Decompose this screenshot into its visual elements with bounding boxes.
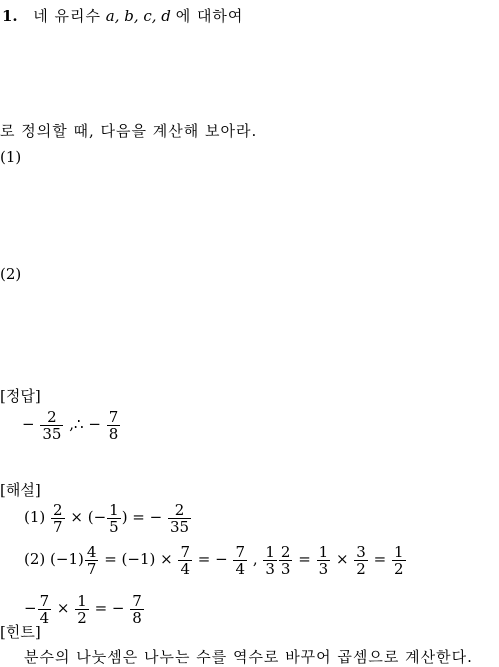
answer-separator: ,∴ [69,415,84,433]
part1-label: (1) [0,148,22,166]
sol1-open: (− [87,508,107,526]
problem-variables: a, b, c, d [105,7,171,25]
sol1-frac-2 [107,502,121,535]
sol2-frac-6 [317,544,331,577]
sol3-frac-1-num: 7 [39,591,50,610]
sol2-f: × [335,550,349,568]
sol2-frac-1-num: 4 [86,542,97,561]
sol2-a: (−1) [50,550,84,568]
sol2-frac-7 [354,544,368,577]
definition-sentence: 로 정의할 때, 다음을 계산해 보아라. [0,122,258,140]
sol2-frac-2 [178,544,192,577]
solution-header: [해설] [0,481,41,499]
answer-fraction-2-num: 7 [108,407,119,426]
answer-fraction-2-den: 8 [108,424,119,443]
answer-minus-1: − [22,415,35,433]
answer-fraction-1 [40,409,63,442]
hint-sentence: 분수의 나눗셈은 나누는 수를 역수로 바꾸어 곱셈으로 계산한다. [24,648,473,666]
sol2-label: (2) [24,550,46,568]
sol2-frac-5-num: 2 [280,542,291,561]
sol3-eq: = − [94,599,125,617]
sol3-frac-3-num: 7 [132,591,142,610]
sol2-frac-1-den: 7 [86,559,97,578]
sol2-frac-7-den: 2 [356,559,366,578]
problem-intro: 네 유리수 [33,7,101,25]
sol2-frac-4 [263,544,277,577]
sol2-frac-1 [85,544,99,577]
sol2-frac-3 [233,544,247,577]
problem-definition-text [0,122,257,140]
sol1-frac-result-num: 2 [174,500,185,519]
sol2-g: = [373,550,387,568]
hint-text [24,648,473,666]
sol2-frac-2-den: 4 [180,559,191,578]
sol3-frac-2 [75,593,89,626]
sol2-frac-7-num: 3 [356,542,366,561]
sol2-frac-8-num: 1 [393,542,404,561]
sol1-frac-1-den: 7 [53,517,63,536]
sol3-minus: − [24,599,37,617]
sol1-frac-2-num: 1 [109,500,119,519]
sol3-frac-2-num: 1 [77,591,87,610]
solution-line-2 [24,539,407,579]
sol1-label: (1) [24,508,46,526]
problem-number: 1. [2,7,18,25]
sol1-frac-1 [51,502,65,535]
answer-header: [정답] [0,387,41,405]
sol2-frac-3-den: 4 [235,559,246,578]
sol3-frac-3-den: 8 [132,608,142,627]
sol2-frac-2-num: 7 [180,542,191,561]
sol2-frac-5 [279,544,293,577]
sol2-d: , [252,550,258,568]
sol2-frac-8 [392,544,406,577]
answer-fraction-1-num: 2 [47,407,57,426]
sol2-frac-8-den: 2 [393,559,404,578]
sol1-frac-2-den: 5 [109,517,119,536]
sol3-times: × [56,599,70,617]
sol2-b: = (−1) × [104,550,173,568]
sol2-frac-4-num: 1 [265,542,275,561]
sol1-times: × [70,508,83,526]
sol2-e: = [298,550,311,568]
sol2-frac-4-den: 3 [265,559,275,578]
answer-minus-2: − [88,415,101,433]
sol1-close: ) = − [121,508,163,526]
sol2-c: = − [197,550,228,568]
hint-header: [힌트] [0,623,41,641]
sol1-frac-result-den: 35 [170,517,190,536]
answer-fraction-2 [107,409,121,442]
sol2-frac-6-den: 3 [318,559,329,578]
part2-label: (2) [0,265,22,283]
problem-line [2,7,243,25]
solution-line-1 [24,497,192,537]
sol3-frac-2-den: 2 [77,608,87,627]
sol2-frac-6-num: 1 [318,542,329,561]
sol1-frac-1-num: 2 [53,500,63,519]
problem-intro-tail: 에 대하여 [175,7,244,25]
sol3-frac-1-den: 4 [39,608,50,627]
solution-line-3 [24,588,145,628]
answer-line [22,404,121,444]
sol2-frac-3-num: 7 [235,542,246,561]
answer-fraction-1-den: 35 [42,424,62,443]
sol3-frac-1 [38,593,52,626]
sol1-frac-result [168,502,191,535]
sol2-frac-5-den: 3 [280,559,291,578]
sol3-frac-3 [130,593,144,626]
